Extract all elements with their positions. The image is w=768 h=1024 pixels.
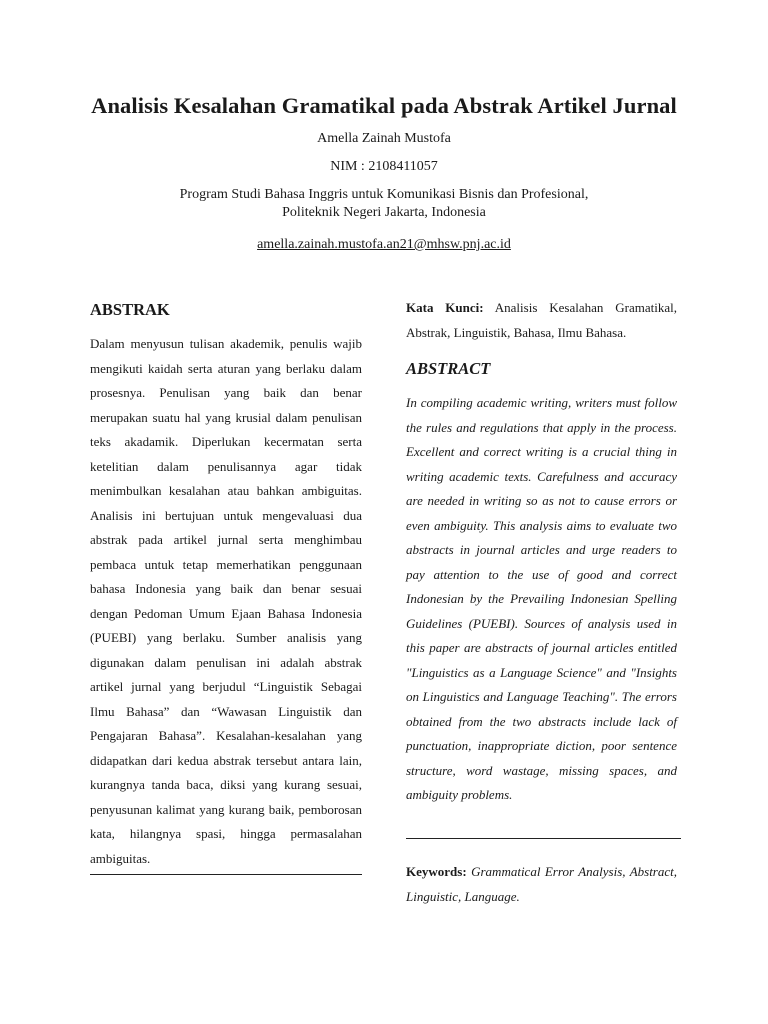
affiliation-line-1: Program Studi Bahasa Inggris untuk Komunikasi Bisnis dan Profesional, xyxy=(179,187,589,202)
author-email-link[interactable]: amella.zainah.mustofa.an21@mhsw.pnj.ac.id xyxy=(257,237,511,252)
abstrak-text: Dalam menyusun tulisan akademik, penulis wajib mengikuti kaidah serta aturan yang berlaku dalam prosesnya. Penulisan yang baik dan benar merupakan suatu hal yang krusial dalam penulisan teks akadamik. Diperlukan kecermatan serta ketelitian dalam penulisannya agar tidak menimbulkan kesalahan atau bahkan ambiguitas. Analisis ini bertujuan untuk mengevaluasi dua abstrak pada artikel jurnal serta menghimbau pembaca untuk tetap memerhatikan penggunaan bahasa Indonesia yang baik dan benar sesuai dengan Pedoman Umum Ejaan Bahasa Indonesia (PUEBI) yang berlaku. Sumber analisis yang digunakan dalam penulisan ini adalah abstrak artikel jurnal yang berjudul “Linguistik Sebagai Ilmu Bahasa” dan “Wawasan Linguistik dan Pengajaran Bahasa”. Kesalahan-kesalahan yang didapatkan dari kedua abstrak tersebut antara lain, kurangnya tanda baca, diksi yang kurang sesuai, penyusunan kalimat yang kurang baik, pemborosan kata, hilangnya spasi, hingga permasalahan ambiguitas. xyxy=(90,336,362,866)
keywords xyxy=(406,860,677,909)
abstrak-divider xyxy=(90,874,362,875)
author-email[interactable] xyxy=(0,237,768,253)
abstract-divider xyxy=(406,838,681,839)
keywords-label: Keywords: xyxy=(406,864,467,879)
author-name: Amella Zainah Mustofa xyxy=(317,131,451,146)
keywords-line xyxy=(406,860,677,909)
affiliation-line-2: Politeknik Negeri Jakarta, Indonesia xyxy=(282,205,486,220)
abstrak-heading: ABSTRAK xyxy=(90,300,170,319)
abstract-heading: ABSTRACT xyxy=(406,359,491,378)
kata-kunci-label: Kata Kunci: xyxy=(406,300,484,315)
student-id: NIM : 2108411057 xyxy=(330,159,438,174)
abstract-column xyxy=(406,296,677,808)
keywords-text: Grammatical Error Analysis, Abstract, Linguistic, Language. xyxy=(406,864,677,904)
kata-kunci xyxy=(406,296,677,345)
kata-kunci-text: Analisis Kesalahan Gramatikal, Abstrak, Linguistik, Bahasa, Ilmu Bahasa. xyxy=(406,300,677,340)
abstract-text: In compiling academic writing, writers must follow the rules and regulations that apply in the process. Excellent and correct writing is a crucial thing in writing academic texts. Carefulness and accuracy are needed in writing so as not to cause errors or even ambiguity. This analysis aims to evaluate two abstracts in journal articles and urge readers to pay attention to the use of good and correct Indonesian by the Prevailing Indonesian Spelling Guidelines (PUEBI). Sources of analysis used in this paper are abstracts of journal articles entitled "Linguistics as a Language Science" and "Insights on Linguistics and Language Teaching". The errors obtained from the two abstracts include lack of punctuation, inappropriate diction, poor sentence structure, word wastage, missing spaces, and ambiguity problems. xyxy=(406,395,677,802)
paper-title: Analisis Kesalahan Gramatikal pada Abstrak Artikel Jurnal xyxy=(91,93,677,118)
abstrak-column xyxy=(90,300,362,871)
